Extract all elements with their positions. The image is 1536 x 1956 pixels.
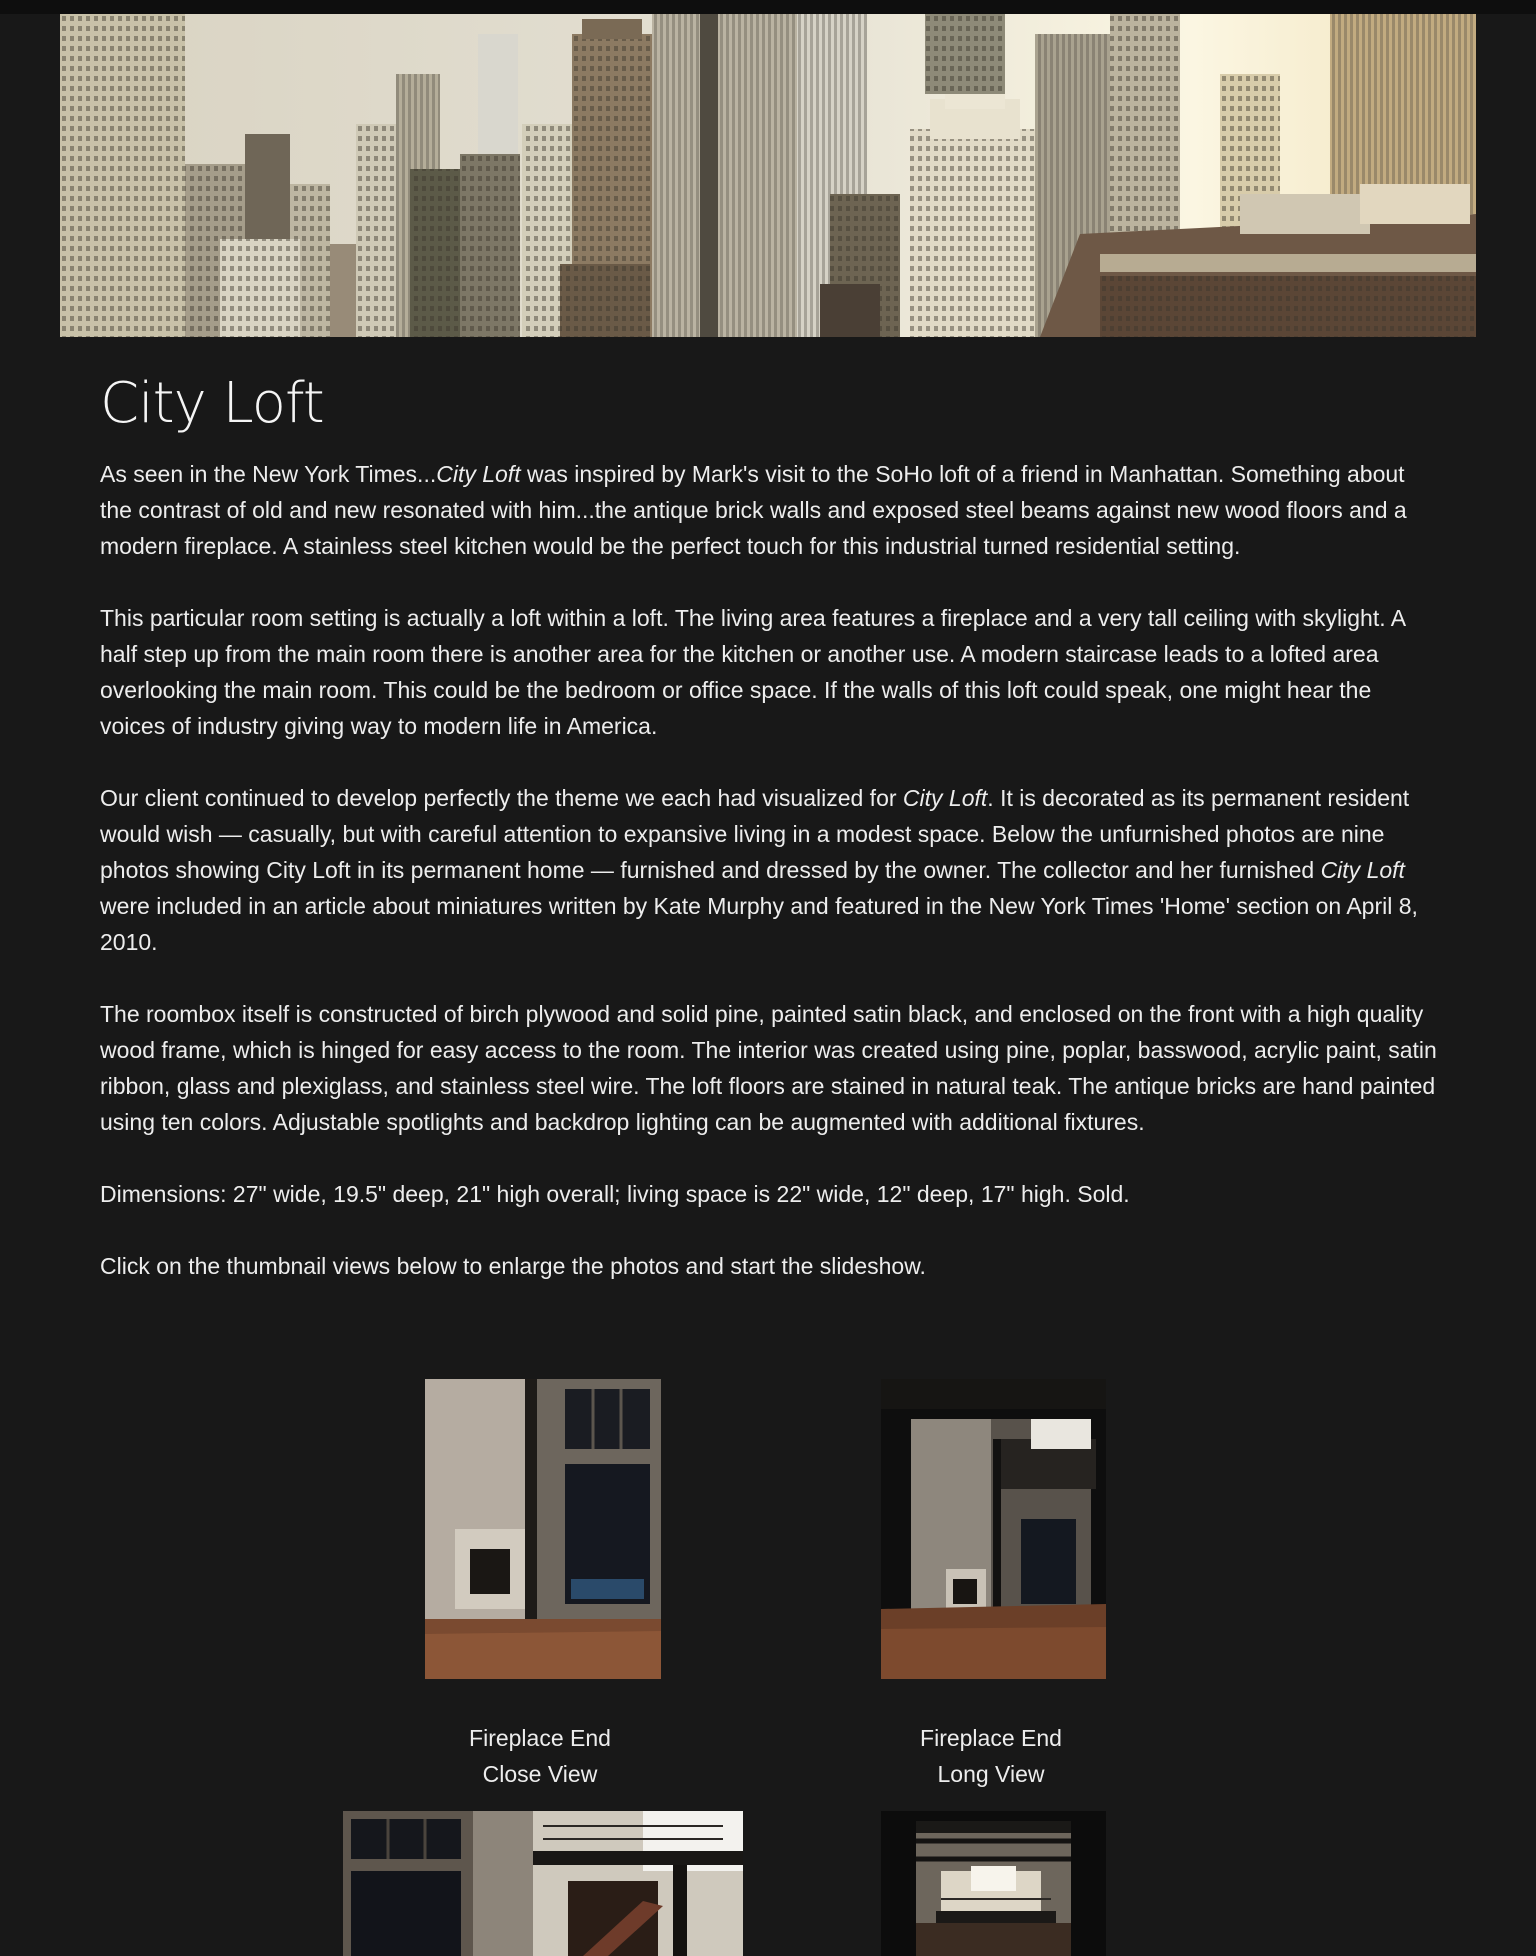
hero-banner-image [60, 14, 1476, 337]
top-strip [0, 0, 1536, 14]
construction-paragraph: The roombox itself is constructed of birch plywood and solid pine, painted satin black, and enclosed on the front with a high quality wood frame, which is hinged for easy access to the room. The interior was created using pine, poplar, basswood, acrylic paint, satin ribbon, glass and plexiglass, and stainless steel wire. The loft floors are stained in natural teak. The antique bricks are hand painted using ten colors. Adjustable spotlights and backdrop lighting can be augmented with additional fixtures. [100, 1001, 1437, 1135]
slideshow-instruction: Click on the thumbnail views below to enlarge the photos and start the slideshow. [100, 1253, 926, 1279]
emphasis-title: City Loft [902, 785, 988, 811]
caption-line: Long View [937, 1761, 1045, 1787]
thumbnail-loft-staircase[interactable] [343, 1811, 743, 1956]
page-title: City Loft [100, 371, 324, 436]
loft-overview-photo [881, 1811, 1106, 1956]
emphasis-title: City Loft [436, 461, 521, 487]
caption-line: Fireplace End [469, 1725, 611, 1751]
text-span: . It is decorated as its permanent resident would wish — casually, but with careful attention to expansive living in a modest space. Below the unfurnished photos are nine photos showing City Loft in its permanent home — furnished and dressed by the owner. The collector and her furnished [100, 785, 1410, 883]
caption-line: Fireplace End [920, 1725, 1062, 1751]
loft-description-paragraph: This particular room setting is actually a loft within a loft. The living area features a fireplace and a very tall ceiling with skylight. A half step up from the main room there is another area for the kitchen or another use. A modern staircase leads to a lofted area overlooking the main room. This could be the bedroom or office space. If the walls of this loft could speak, one might hear the voices of industry giving way to modern life in America. [100, 605, 1405, 739]
caption-fireplace-long [841, 1720, 1141, 1792]
skyline-illustration [60, 14, 1476, 337]
caption-line: Close View [482, 1761, 598, 1787]
thumbnail-loft-overview[interactable] [881, 1811, 1106, 1956]
text-span: were included in an article about miniatures written by Kate Murphy and featured in the New York Times 'Home' section on April 8, 2010. [100, 893, 1418, 955]
fireplace-long-photo [881, 1379, 1106, 1679]
main-content [100, 360, 1440, 1320]
text-span: was inspired by Mark's visit to the SoHo loft of a friend in Manhattan. Something about the contrast of old and new resonated with him...the antique brick walls and exposed steel beams against new wood floors and a modern fireplace. A stainless steel kitchen would be the perfect touch for this industrial turned residential setting. [100, 461, 1407, 559]
text-span: As seen in the New York Times... [100, 461, 437, 487]
thumbnail-fireplace-long[interactable] [881, 1379, 1106, 1679]
text-span: Our client continued to develop perfectly the theme we each had visualized for [100, 785, 903, 811]
client-paragraph [100, 780, 1440, 960]
emphasis-title: City Loft [1320, 857, 1405, 883]
dimensions-paragraph: Dimensions: 27" wide, 19.5" deep, 21" high overall; living space is 22" wide, 12" deep, 17" high. Sold. [100, 1181, 1130, 1207]
thumbnail-fireplace-close[interactable] [425, 1379, 661, 1679]
loft-staircase-photo [343, 1811, 743, 1956]
fireplace-close-photo [425, 1379, 661, 1679]
caption-fireplace-close [390, 1720, 690, 1792]
intro-paragraph [100, 456, 1440, 564]
